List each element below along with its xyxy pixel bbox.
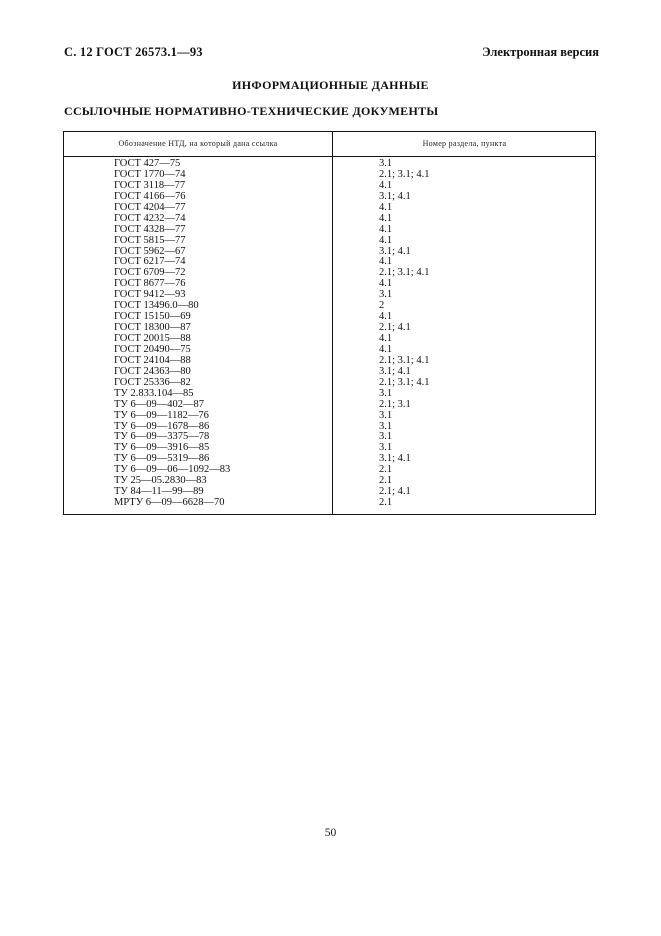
document-designation: ГОСТ 24104—88 [114, 354, 191, 366]
table-body [64, 159, 595, 509]
section-number: 4.1 [379, 234, 393, 246]
section-number: 4.1 [379, 278, 393, 290]
section-number: 2.1 [379, 475, 393, 487]
section-number: 4.1 [379, 212, 393, 224]
section-number: 3.1 [379, 431, 393, 443]
document-designation: ГОСТ 24363—80 [114, 365, 191, 377]
document-designation: ТУ 84—11—99—89 [114, 486, 204, 498]
document-designation: ГОСТ 4232—74 [114, 212, 186, 224]
document-designation: ГОСТ 1770—74 [114, 168, 186, 180]
section-number: 3.1 [379, 409, 393, 421]
section-title: ИНФОРМАЦИОННЫЕ ДАННЫЕ [232, 78, 429, 92]
document-designation: ТУ 6—09—3916—85 [114, 442, 210, 454]
document-designation: ТУ 2.833.104—85 [114, 387, 194, 399]
section-number: 2.1; 3.1; 4.1 [379, 267, 430, 279]
page-header-title: С. 12 ГОСТ 26573.1—93 [64, 45, 203, 59]
document-designation: ГОСТ 18300—87 [114, 322, 191, 334]
section-number: 3.1 [379, 420, 393, 432]
section-number: 3.1; 4.1 [379, 453, 411, 465]
section-number: 2.1 [379, 464, 393, 476]
section-number: 2.1; 3.1; 4.1 [379, 354, 430, 366]
table-row [64, 411, 595, 422]
document-designation: ТУ 6—09—5319—86 [114, 453, 210, 465]
document-designation: ГОСТ 5962—67 [114, 245, 186, 257]
section-number: 4.1 [379, 343, 393, 355]
document-designation: ГОСТ 6709—72 [114, 267, 186, 279]
document-designation: ТУ 25—05.2830—83 [114, 475, 207, 487]
column-header-document: Обозначение НТД, на который дана ссылка [118, 139, 278, 148]
section-number: 2.1; 3.1 [379, 398, 411, 410]
section-number: 2.1; 3.1; 4.1 [379, 376, 430, 388]
section-number: 4.1 [379, 201, 393, 213]
document-designation: ГОСТ 427—75 [114, 158, 181, 169]
document-designation: ТУ 6—09—1182—76 [114, 409, 209, 421]
section-number: 4.1 [379, 223, 393, 235]
table-row [64, 389, 595, 400]
document-designation: ГОСТ 4204—77 [114, 201, 186, 213]
table-row [64, 214, 595, 225]
section-number: 3.1; 4.1 [379, 365, 411, 377]
table-row [64, 225, 595, 236]
section-number: 2.1 [379, 497, 393, 509]
page-number: 50 [324, 827, 337, 839]
document-designation: ГОСТ 20490—75 [114, 343, 191, 355]
document-designation: ТУ 6—09—3375—78 [114, 431, 210, 443]
section-number: 2 [379, 300, 385, 312]
document-designation: ГОСТ 6217—74 [114, 256, 186, 268]
section-number: 2.1; 3.1; 4.1 [379, 168, 430, 180]
reference-documents-table [63, 131, 596, 515]
section-number: 4.1 [379, 179, 393, 191]
table-row [64, 498, 595, 509]
subsection-title: ССЫЛОЧНЫЕ НОРМАТИВНО-ТЕХНИЧЕСКИЕ ДОКУМЕНТЫ [64, 104, 439, 118]
header-divider [64, 156, 595, 157]
section-number: 4.1 [379, 333, 393, 344]
document-designation: ТУ 6—09—402—87 [114, 398, 204, 410]
section-number: 2.1; 4.1 [379, 486, 411, 498]
section-number: 4.1 [379, 311, 393, 323]
section-number: 4.1 [379, 256, 393, 268]
document-designation: ГОСТ 9412—93 [114, 289, 186, 301]
section-number: 2.1; 4.1 [379, 322, 411, 334]
document-designation: ГОСТ 5815—77 [114, 234, 186, 246]
table-row [64, 236, 595, 247]
section-number: 3.1; 4.1 [379, 245, 411, 257]
section-number: 3.1; 4.1 [379, 190, 411, 202]
document-designation: ГОСТ 4166—76 [114, 190, 186, 202]
table-row [64, 400, 595, 411]
document-designation: ГОСТ 4328—77 [114, 223, 186, 235]
section-number: 3.1 [379, 158, 393, 169]
document-designation: ГОСТ 13496.0—80 [114, 300, 199, 312]
document-designation: ТУ 6—09—06—1092—83 [114, 464, 231, 476]
document-designation: МРТУ 6—09—6628—70 [114, 497, 225, 509]
section-number: 3.1 [379, 387, 393, 399]
section-number: 3.1 [379, 442, 393, 454]
document-designation: ГОСТ 25336—82 [114, 376, 191, 388]
section-number: 3.1 [379, 289, 393, 301]
column-header-section: Номер раздела, пункта [422, 139, 507, 148]
document-designation: ГОСТ 3118—77 [114, 179, 186, 191]
electronic-version-label: Электронная версия [482, 45, 599, 59]
document-designation: ТУ 6—09—1678—86 [114, 420, 210, 432]
document-designation: ГОСТ 20015—88 [114, 333, 191, 344]
document-designation: ГОСТ 8677—76 [114, 278, 186, 290]
document-designation: ГОСТ 15150—69 [114, 311, 191, 323]
